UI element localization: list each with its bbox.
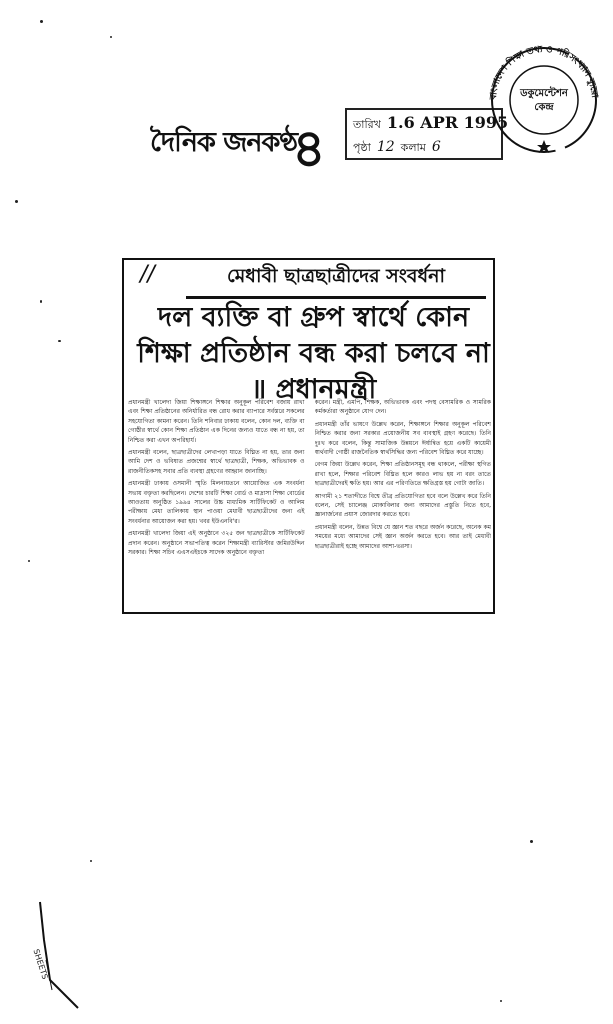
article-kicker: মেধাবী ছাত্রছাত্রীদের সংবর্ধনা	[186, 262, 486, 299]
article-paragraph: প্রধানমন্ত্রী বলেন, ছাত্রছাত্রীদের লেখাপড়া যাতে বিঘ্নিত না হয়, তার জন্য আমি দেশ ও ভবিষ্যত প্রজন্মের স্বার্থে ছাত্রছাত্রী, শিক্ষক, অভিভাবক ও রাজনীতিকসহ সবার প্রতি ব্যবস্থা গ্রহণের আহ্বান জানাচ্ছি।	[128, 449, 305, 475]
scan-speck	[40, 20, 43, 23]
article-body	[128, 398, 491, 612]
article-paragraph: প্রধানমন্ত্রী তাঁর ভাষণে উল্লেখ করেন, শিক্ষাঙ্গনে শিক্ষার অনুকূল পরিবেশ নিশ্চিত করার জন্য সরকার প্রয়োজনীয় সব ব্যবস্থাই গ্রহণ করেছে। তিনি দুঃখ করে বলেন, কিন্তু সামাজিক উন্নয়নে ঈর্ষান্বিত হয়ে একটি কায়েমী স্বার্থবাদী গোষ্ঠী রাজনৈতিক স্বার্থসিদ্ধির জন্য পরিবেশ বিঘ্নিত করে যাচ্ছে।	[314, 420, 491, 457]
article-column-left	[128, 398, 305, 612]
date-value: 1.6 APR 1995	[386, 113, 509, 132]
news-clipping	[122, 258, 495, 614]
folded-paper-edge	[38, 900, 98, 1010]
pen-mark-icon: //	[140, 262, 155, 287]
scan-speck	[58, 340, 61, 342]
scan-speck	[500, 1000, 502, 1002]
article-paragraph: প্রধানমন্ত্রী খালেদা জিয়া এই অনুষ্ঠানে ৩২৫ জন ছাত্রছাত্রীকে সার্টিফিকেট প্রদান করেন। অনুষ্ঠানে সভাপতিত্ব করেন শিক্ষামন্ত্রী ব্যারিস্টার জমিরউদ্দিন সরকার। শিক্ষা সচিব এএসএইচকে সাদেক অনুষ্ঠানে বক্তৃতা	[128, 530, 305, 557]
article-paragraph: আগামী ২১ শতাব্দীতে বিশ্বে তীব্র প্রতিযোগিতা হবে বলে উল্লেখ করে তিনি বলেন, সেই চ্যালেঞ্জ মোকাবিলার জন্য আমাদের প্রস্তুতি নিতে হবে, জ্ঞানার্জনের প্রয়াস জোরদার করতে হবে।	[314, 492, 491, 519]
newspaper-masthead: দৈনিক জনকণ্ঠ	[150, 127, 298, 158]
column-label: কলাম	[400, 141, 426, 154]
page-label: পৃষ্ঠা	[353, 141, 371, 154]
article-paragraph: প্রধানমন্ত্রী বলেন, উন্নত বিশ্বে যে জ্ঞান শত বছরে অর্জন করেছে, অনেক কম সময়ের মধ্যে আমাদের সেই জ্ঞান অর্জন করতে হবে। আর তাই মেধাবী ছাত্রছাত্রীরাই হচ্ছে আমাদের আশা-ভরসা।	[314, 523, 491, 550]
seal-ring-text: বাংলাদেশ শিক্ষা তথ্য ও পরিসংখ্যান ব্যুরো	[488, 44, 600, 101]
article-paragraph: প্রধানমন্ত্রী ঢাকায় ওসমানী স্মৃতি মিলনায়তনে আয়োজিত এক সংবর্ধনা সভায় বক্তৃতা করছিলেন। দেশের চারটি শিক্ষা বোর্ড ও মাদ্রাসা শিক্ষা বোর্ডের আওতায় অনুষ্ঠিত ১৯৯৪ সালের উচ্চ মাধ্যমিক সার্টিফিকেট ও আলিম পরীক্ষায় মেধা তালিকায় স্থান পাওয়া মেধাবী ছাত্রছাত্রীদের জন্য এই সংবর্ধনার আয়োজন করা হয়। খবর ইউএনবি'র।	[128, 480, 305, 525]
scan-speck	[28, 560, 30, 562]
column-value: 6	[431, 139, 441, 155]
scan-speck	[15, 200, 18, 203]
page-number: ৪	[292, 118, 326, 179]
scan-speck	[40, 300, 42, 303]
article-paragraph: প্রধানমন্ত্রী খালেদা জিয়া শিক্ষাঙ্গনে শিক্ষার অনুকূল পরিবেশ বজায় রাখা এবং শিক্ষা প্রতিষ্ঠানের অনির্ধারিত বন্ধ রোধ করার ব্যাপারে সর্বস্তরে সকলের সহযোগিতা কামনা করেন। তিনি শনিবার ঢাকায় বলেন, কোন দল, ব্যক্তি বা গোষ্ঠীর স্বার্থে কোন শিক্ষা প্রতিষ্ঠান এক দিনের জন্যও যাতে বন্ধ না হয়, তা নিশ্চিত করা এখন অপরিহার্য।	[128, 399, 305, 444]
sheets-margin-label: SHEETS	[31, 948, 50, 981]
article-column-right	[315, 398, 492, 612]
article-paragraph: বেগম জিয়া উল্লেখ করেন, শিক্ষা প্রতিষ্ঠানসমূহ বন্ধ থাকলে, পরীক্ষা স্থগিত রাখা হলে, শিক্ষার পরিবেশ বিঘ্নিত হলে কারও লাভ হয় না বরং তাতে ছাত্রছাত্রীদেরই ক্ষতি হয়। আর এর পরিণতিতে ক্ষতিগ্রস্ত হয় গোটা জাতি।	[314, 461, 491, 488]
scan-speck	[90, 860, 92, 862]
date-stamp	[345, 108, 509, 160]
seal-center-line1: ডকুমেন্টেশন	[520, 88, 568, 99]
seal-center-line2: কেন্দ্র	[534, 102, 554, 113]
article-paragraph: করেন। মন্ত্রী, এমপি, শিক্ষক, অভিভাবক এবং পদস্থ বেসামরিক ও সামরিক কর্মকর্তারা অনুষ্ঠানে যোগ দেন।	[314, 399, 491, 416]
article-headline: দল ব্যক্তি বা গ্রুপ স্বার্থে কোন শিক্ষা প্রতিষ্ঠান বন্ধ করা চলবে না ॥ প্রধানমন্ত্রী	[137, 302, 490, 405]
documentation-center-seal	[482, 40, 606, 158]
date-label: তারিখ	[353, 118, 381, 131]
page-value: 12	[376, 139, 395, 155]
scan-speck	[530, 840, 533, 843]
scan-speck	[110, 36, 112, 38]
